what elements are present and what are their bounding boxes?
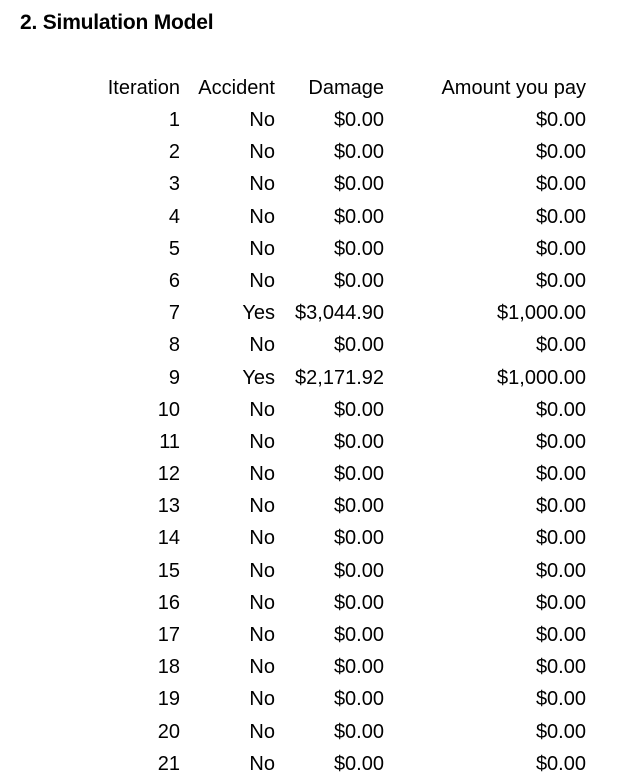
cell-damage: $0.00 bbox=[333, 205, 384, 228]
table-row bbox=[0, 555, 636, 587]
cell-iteration: 18 bbox=[157, 656, 180, 679]
header-iteration: Iteration bbox=[107, 77, 180, 99]
cell-iteration: 17 bbox=[157, 624, 180, 646]
cell-iteration: 6 bbox=[168, 269, 180, 292]
cell-iteration: 12 bbox=[157, 463, 180, 486]
cell-accident: No bbox=[249, 269, 275, 292]
cell-amount-you-pay: $0.00 bbox=[535, 463, 586, 486]
cell-damage: $0.00 bbox=[333, 591, 384, 614]
cell-accident: No bbox=[249, 591, 275, 614]
table-row bbox=[0, 458, 636, 490]
cell-accident: No bbox=[249, 624, 275, 646]
cell-amount-you-pay: $0.00 bbox=[535, 495, 586, 518]
cell-iteration: 7 bbox=[168, 302, 180, 325]
cell-damage: $0.00 bbox=[333, 269, 384, 292]
cell-accident: No bbox=[249, 398, 275, 421]
cell-accident: No bbox=[249, 463, 275, 486]
cell-amount-you-pay: $0.00 bbox=[535, 398, 586, 421]
cell-iteration: 10 bbox=[157, 398, 180, 421]
cell-iteration: 2 bbox=[168, 141, 180, 164]
cell-accident: No bbox=[249, 527, 275, 550]
cell-amount-you-pay: $0.00 bbox=[535, 205, 586, 228]
cell-amount-you-pay: $0.00 bbox=[535, 624, 586, 646]
cell-iteration: 5 bbox=[168, 237, 180, 260]
header-accident: Accident bbox=[198, 77, 275, 99]
cell-amount-you-pay: $1,000.00 bbox=[497, 366, 586, 389]
table-row bbox=[0, 748, 636, 780]
table-row bbox=[0, 329, 636, 361]
cell-amount-you-pay: $0.00 bbox=[535, 527, 586, 550]
cell-damage: $0.00 bbox=[333, 430, 384, 453]
cell-iteration: 4 bbox=[168, 205, 180, 228]
cell-iteration: 20 bbox=[157, 720, 180, 743]
cell-amount-you-pay: $0.00 bbox=[535, 656, 586, 679]
cell-damage: $0.00 bbox=[333, 398, 384, 421]
cell-iteration: 16 bbox=[157, 591, 180, 614]
table-row bbox=[0, 426, 636, 458]
cell-damage: $0.00 bbox=[333, 688, 384, 711]
cell-accident: No bbox=[249, 109, 275, 131]
cell-amount-you-pay: $0.00 bbox=[535, 591, 586, 614]
cell-amount-you-pay: $0.00 bbox=[535, 430, 586, 453]
table-row bbox=[0, 233, 636, 265]
cell-iteration: 19 bbox=[157, 688, 180, 711]
cell-amount-you-pay: $0.00 bbox=[535, 688, 586, 711]
cell-damage: $0.00 bbox=[333, 720, 384, 743]
table-row bbox=[0, 683, 636, 715]
cell-accident: Yes bbox=[242, 302, 275, 325]
cell-accident: No bbox=[249, 688, 275, 711]
table-header-row bbox=[0, 72, 636, 104]
table-row bbox=[0, 619, 636, 651]
cell-amount-you-pay: $0.00 bbox=[535, 109, 586, 131]
cell-damage: $0.00 bbox=[333, 624, 384, 646]
cell-iteration: 8 bbox=[168, 334, 180, 357]
cell-amount-you-pay: $0.00 bbox=[535, 173, 586, 196]
table-row bbox=[0, 651, 636, 683]
table-row bbox=[0, 297, 636, 329]
table-row bbox=[0, 490, 636, 522]
cell-iteration: 21 bbox=[157, 752, 180, 775]
cell-damage: $0.00 bbox=[333, 141, 384, 164]
cell-damage: $0.00 bbox=[333, 527, 384, 550]
cell-amount-you-pay: $0.00 bbox=[535, 237, 586, 260]
cell-accident: No bbox=[249, 173, 275, 196]
cell-damage: $3,044.90 bbox=[295, 302, 384, 325]
cell-amount-you-pay: $0.00 bbox=[535, 752, 586, 775]
header-amount-you-pay: Amount you pay bbox=[441, 77, 586, 99]
cell-accident: Yes bbox=[242, 366, 275, 389]
cell-amount-you-pay: $0.00 bbox=[535, 141, 586, 164]
cell-accident: No bbox=[249, 334, 275, 357]
section-title: 2. Simulation Model bbox=[20, 11, 214, 34]
cell-accident: No bbox=[249, 656, 275, 679]
cell-amount-you-pay: $0.00 bbox=[535, 334, 586, 357]
cell-accident: No bbox=[249, 495, 275, 518]
cell-iteration: 3 bbox=[168, 173, 180, 196]
cell-damage: $0.00 bbox=[333, 109, 384, 131]
cell-iteration: 9 bbox=[168, 366, 180, 389]
table-row bbox=[0, 587, 636, 619]
cell-iteration: 14 bbox=[157, 527, 180, 550]
cell-accident: No bbox=[249, 237, 275, 260]
cell-damage: $0.00 bbox=[333, 173, 384, 196]
table-row bbox=[0, 201, 636, 233]
cell-amount-you-pay: $0.00 bbox=[535, 559, 586, 582]
cell-damage: $0.00 bbox=[333, 656, 384, 679]
cell-amount-you-pay: $1,000.00 bbox=[497, 302, 586, 325]
cell-damage: $0.00 bbox=[333, 559, 384, 582]
table-row bbox=[0, 716, 636, 748]
table-body bbox=[0, 104, 636, 780]
table-row bbox=[0, 265, 636, 297]
table-row bbox=[0, 104, 636, 136]
table-row bbox=[0, 362, 636, 394]
cell-damage: $0.00 bbox=[333, 495, 384, 518]
cell-amount-you-pay: $0.00 bbox=[535, 269, 586, 292]
cell-accident: No bbox=[249, 752, 275, 775]
table-row bbox=[0, 136, 636, 168]
cell-iteration: 13 bbox=[157, 495, 180, 518]
cell-iteration: 11 bbox=[159, 430, 180, 453]
cell-accident: No bbox=[249, 559, 275, 582]
cell-accident: No bbox=[249, 141, 275, 164]
cell-accident: No bbox=[249, 720, 275, 743]
table-row bbox=[0, 522, 636, 554]
cell-accident: No bbox=[249, 430, 275, 453]
table-row bbox=[0, 168, 636, 200]
cell-accident: No bbox=[249, 205, 275, 228]
cell-iteration: 1 bbox=[168, 109, 180, 131]
cell-damage: $0.00 bbox=[333, 237, 384, 260]
cell-iteration: 15 bbox=[157, 559, 180, 582]
cell-damage: $0.00 bbox=[333, 463, 384, 486]
cell-damage: $2,171.92 bbox=[295, 366, 384, 389]
cell-damage: $0.00 bbox=[333, 334, 384, 357]
header-damage: Damage bbox=[308, 77, 384, 99]
simulation-table bbox=[0, 72, 636, 780]
table-row bbox=[0, 394, 636, 426]
cell-amount-you-pay: $0.00 bbox=[535, 720, 586, 743]
cell-damage: $0.00 bbox=[333, 752, 384, 775]
